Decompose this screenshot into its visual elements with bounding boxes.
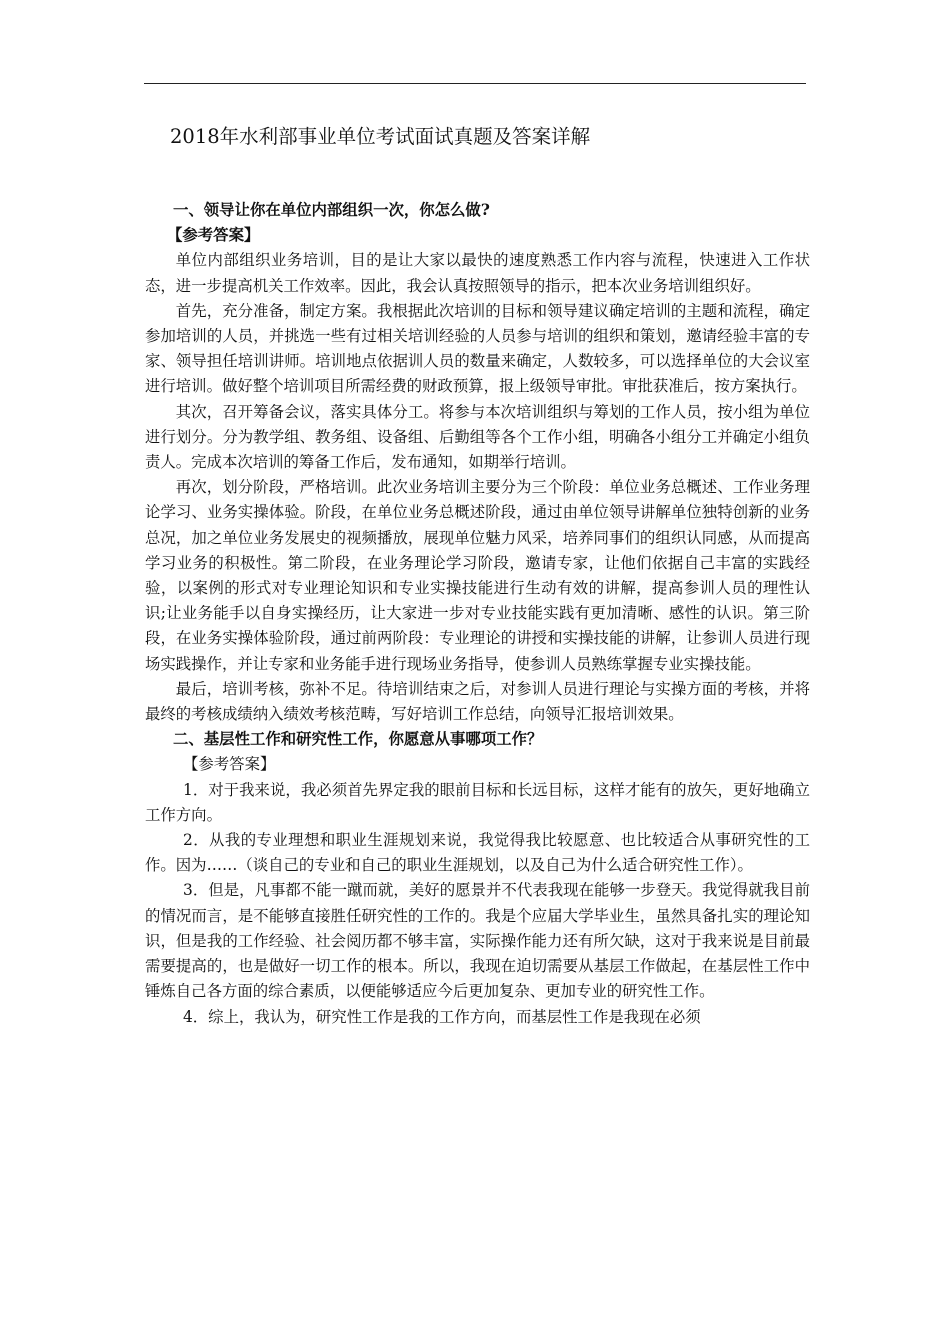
page-title: 2018年水利部事业单位考试面试真题及答案详解 bbox=[170, 125, 591, 148]
answer-label: 【参考答案】 bbox=[183, 755, 276, 774]
question-heading: 二、基层性工作和研究性工作，你愿意从事哪项工作？ bbox=[173, 730, 543, 749]
question-heading: 一、领导让你在单位内部组织一次，你怎么做? bbox=[173, 201, 490, 219]
paragraph: 最后，培训考核，弥补不足。待培训结束之后，对参训人员进行理论与实操方面的考核，并将最终的考核成绩纳入绩效考核范畴，写好培训工作总结，向领导汇报培训效果。 bbox=[145, 679, 810, 724]
answer-label: 【参考答案】 bbox=[167, 226, 260, 245]
numbered-paragraph: 3．但是，凡事都不能一蹴而就，美好的愿景并不代表我现在能够一步登天。我觉得就我目前的情况而言，是不能够直接胜任研究性的工作的。我是个应届大学毕业生，虽然具备扎实的理论知识，但是我的工作经验、社会阅历都不够丰富，实际操作能力还有所欠缺，这对于我来说是目前最需要提高的，也是做好一切工作的根本。所以，我现在迫切需要从基层工作做起，在基层性工作中锤炼自己各方面的综合素质，以便能够适应今后更加复杂、更加专业的研究性工作。 bbox=[145, 881, 810, 1001]
numbered-paragraph: 2．从我的专业理想和职业生涯规划来说，我觉得我比较愿意、也比较适合从事研究性的工作。因为……（谈自己的专业和自己的职业生涯规划，以及自己为什么适合研究性工作）。 bbox=[145, 831, 810, 875]
paragraph: 其次，召开筹备会议，落实具体分工。将参与本次培训组织与筹划的工作人员，按小组为单位进行划分。分为教学组、教务组、设备组、后勤组等各个工作小组，明确各小组分工并确定小组负责人。完成本次培训的筹备工作后，发布通知，如期举行培训。 bbox=[145, 402, 810, 472]
numbered-paragraph: 1．对于我来说，我必须首先界定我的眼前目标和长远目标，这样才能有的放矢，更好地确立工作方向。 bbox=[145, 780, 810, 824]
paragraph: 再次，划分阶段，严格培训。此次业务培训主要分为三个阶段：单位业务总概述、工作业务理论学习、业务实操体验。阶段，在单位业务总概述阶段，通过由单位领导讲解单位独特创新的业务总况，加之单位业务发展史的视频播放，展现单位魅力风采，培养同事们的组织认同感，从而提高学习业务的积极性。第二阶段，在业务理论学习阶段，邀请专家，让他们依据自己丰富的实践经验，以案例的形式对专业理论知识和专业实操技能进行生动有效的讲解，提高参训人员的理性认识;让业务能手以自身实操经历，让大家进一步对专业技能实践有更加清晰、感性的认识。第三阶段，在业务实操体验阶段，通过前两阶段：专业理论的讲授和实操技能的讲解，让参训人员进行现场实践操作，并让专家和业务能手进行现场业务指导，使参训人员熟练掌握专业实操技能。 bbox=[145, 478, 810, 673]
document-body bbox=[145, 198, 810, 1030]
numbered-paragraph: 4．综上，我认为，研究性工作是我的工作方向，而基层性工作是我现在必须 bbox=[183, 1007, 701, 1026]
header-rule bbox=[144, 83, 806, 84]
paragraph: 单位内部组织业务培训，目的是让大家以最快的速度熟悉工作内容与流程，快速进入工作状态，进一步提高机关工作效率。因此，我会认真按照领导的指示，把本次业务培训组织好。 bbox=[145, 251, 810, 295]
paragraph: 首先，充分准备，制定方案。我根据此次培训的目标和领导建议确定培训的主题和流程，确定参加培训的人员，并挑选一些有过相关培训经验的人员参与培训的组织和策划，邀请经验丰富的专家、领导担任培训讲师。培训地点依据训人员的数量来确定，人数较多，可以选择单位的大会议室进行培训。做好整个培训项目所需经费的财政预算，报上级领导审批。审批获准后，按方案执行。 bbox=[145, 301, 810, 396]
